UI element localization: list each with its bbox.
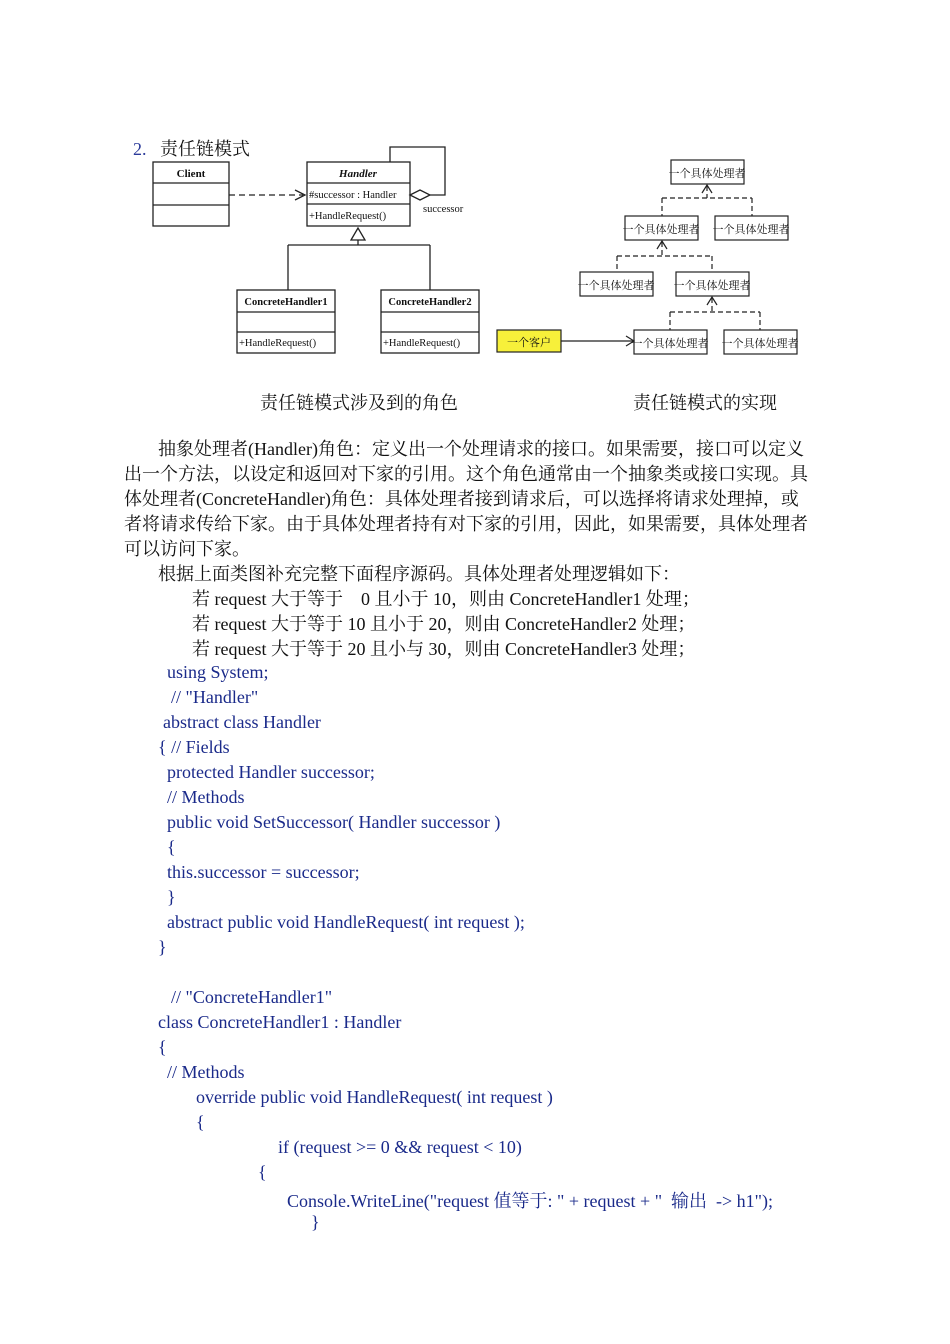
code-line: override public void HandleRequest( int request ) (196, 1087, 553, 1107)
rule-line: 若 request 大于等于 20 且小与 30，则由 ConcreteHandler3 处理； (192, 639, 696, 659)
tree-node-l4-left: 一个具体处理者 (631, 338, 709, 350)
uml-concrete2-method: +HandleRequest() (383, 338, 461, 349)
section-number: 2. (133, 139, 147, 159)
chain-tree-diagram (490, 150, 810, 360)
uml-concrete1-label: ConcreteHandler1 (244, 297, 328, 308)
code-line: // Methods (167, 1062, 245, 1082)
code-line: } (311, 1212, 320, 1232)
caption-left: 责任链模式涉及到的角色 (260, 393, 458, 413)
paragraph-line: 者将请求传给下家。由于具体处理者持有对下家的引用，因此，如果需要，具体处理者 (124, 514, 808, 534)
code-line: protected Handler successor; (167, 762, 375, 782)
code-line: } (158, 937, 167, 957)
code-line: this.successor = successor; (167, 862, 360, 882)
paragraph-line: 抽象处理者(Handler)角色：定义出一个处理请求的接口。如果需要，接口可以定义 (158, 439, 804, 459)
paragraph-line: 根据上面类图补充完整下面程序源码。具体处理者处理逻辑如下： (158, 564, 680, 584)
rule-line: 若 request 大于等于 10 且小于 20，则由 ConcreteHandler2 处理； (192, 614, 696, 634)
uml-handler-label: Handler (339, 168, 377, 180)
code-line: { (258, 1162, 267, 1182)
uml-client-label: Client (176, 168, 206, 180)
section-title: 责任链模式 (160, 139, 250, 159)
code-line: // Methods (167, 787, 245, 807)
code-line: { (167, 837, 176, 857)
uml-concrete2-label: ConcreteHandler2 (388, 297, 472, 308)
tree-client-label: 一个客户 (507, 337, 551, 349)
uml-concrete1-method: +HandleRequest() (239, 338, 317, 349)
tree-node-l4-right: 一个具体处理者 (721, 338, 799, 350)
tree-node-l3-left: 一个具体处理者 (577, 280, 655, 292)
code-line: abstract public void HandleRequest( int request ); (167, 912, 525, 932)
paragraph-line: 可以访问下家。 (124, 539, 250, 559)
code-line: using System; (167, 662, 269, 682)
code-line: if (request >= 0 && request < 10) (278, 1137, 522, 1157)
paragraph-line: 出一个方法，以设定和返回对下家的引用。这个角色通常由一个抽象类或接口实现。具 (124, 464, 808, 484)
uml-handler-method: +HandleRequest() (309, 211, 387, 222)
code-line: public void SetSuccessor( Handler successor ) (167, 812, 501, 832)
tree-node-l2-left: 一个具体处理者 (622, 224, 700, 236)
paragraph-line: 体处理者(ConcreteHandler)角色：具体处理者接到请求后，可以选择将请求处理掉，或 (124, 489, 799, 509)
code-line: { (158, 1037, 167, 1057)
uml-successor-label: successor (423, 204, 464, 215)
code-line: } (167, 887, 176, 907)
code-line: // "ConcreteHandler1" (171, 987, 333, 1007)
tree-node-l2-right: 一个具体处理者 (712, 224, 790, 236)
code-line: abstract class Handler (163, 712, 321, 732)
code-line: Console.WriteLine("request 值等于: " + request + " 输出 -> h1"); (287, 1191, 774, 1211)
code-line: class ConcreteHandler1 : Handler (158, 1012, 402, 1032)
uml-class-diagram (145, 140, 490, 360)
code-line: { (196, 1112, 205, 1132)
tree-node-l3-right: 一个具体处理者 (673, 280, 751, 292)
tree-node-root: 一个具体处理者 (668, 168, 746, 180)
code-line: { // Fields (158, 737, 230, 757)
code-line: // "Handler" (171, 687, 259, 707)
rule-line: 若 request 大于等于 0 且小于 10，则由 ConcreteHandler1 处理； (192, 589, 700, 609)
uml-handler-field: #successor : Handler (309, 190, 397, 201)
caption-right: 责任链模式的实现 (633, 393, 777, 413)
